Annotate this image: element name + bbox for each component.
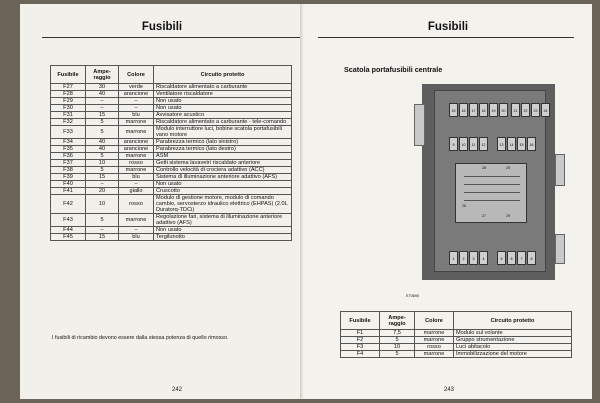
cell-circuit: Avvisatore acustico [154,112,292,119]
cell-fuse: F1 [341,330,380,337]
table-row [51,167,292,174]
cell-amp: 40 [86,146,119,153]
cell-fuse: F41 [51,188,86,195]
cell-amp: 40 [86,91,119,98]
cell-fuse: F36 [51,153,86,160]
fuse-slot: 6 [507,251,516,265]
fuse-box-diagram [422,84,555,280]
cell-color: rosso [119,160,154,167]
cell-amp: – [86,181,119,188]
cell-fuse: F35 [51,146,86,153]
cell-amp: 5 [86,153,119,160]
cell-amp: 15 [86,234,119,241]
table-row [51,181,292,188]
relay-label: 27 [482,214,486,218]
cell-circuit: Modulo di gestione motore, modulo di comando cambio, servosterzo idraulico elettrico (EHPAS) (2.0L Duratorq-TDCi) [154,195,292,214]
cell-color: – [119,227,154,234]
cell-color: giallo [119,188,154,195]
cell-fuse: F33 [51,126,86,139]
table-row [51,119,292,126]
cell-fuse: F39 [51,174,86,181]
cell-circuit: Tergilunotto [154,234,292,241]
cell-fuse: F29 [51,98,86,105]
col-color: Colore [119,66,154,84]
cell-color: blu [119,112,154,119]
relay-contact [464,184,520,185]
cell-color: marrone [119,214,154,227]
title-rule [42,37,304,38]
cell-circuit: Riscaldatore alimentato a carburante [154,84,292,91]
fuse-slot: 23 [531,103,540,117]
cell-amp: – [86,105,119,112]
relay-contact [464,176,520,177]
fuse-slot: 16 [527,137,536,151]
relay-contact [464,200,520,201]
fuse-slot: 9 [449,137,458,151]
cell-amp: 5 [86,119,119,126]
cell-color: arancione [119,139,154,146]
title-rule [318,37,574,38]
right-page-title: Fusibili [427,21,469,33]
cell-amp: 5 [380,351,415,358]
cell-color: – [119,181,154,188]
fuse-slot: 3 [469,251,478,265]
cell-amp: 15 [86,112,119,119]
cell-circuit: Immobilizzazione del motore [454,351,572,358]
cell-color: marrone [119,167,154,174]
cell-fuse: F3 [341,344,380,351]
table-row [341,330,572,337]
table-row [51,160,292,167]
cell-color: blu [119,234,154,241]
image-code: E70690 [406,294,420,298]
cell-color: marrone [415,351,454,358]
cell-circuit: Ventilatore riscaldatore [154,91,292,98]
table-row [341,344,572,351]
cell-circuit: Modulo interruttore luci, bobine scatola portafusibili vano motore [154,126,292,139]
footnote: I fusibili di ricambio devono essere dalla stessa potenza di quello rimosso. [52,335,229,341]
table-row [51,91,292,98]
mount-flange [414,104,425,146]
cell-amp: 20 [86,188,119,195]
table-row [51,214,292,227]
cell-color: verde [119,84,154,91]
fuse-table-left [50,65,292,241]
mount-flange [555,154,565,186]
table-row [341,337,572,344]
table-row [51,234,292,241]
col-circuit: Circuito protetto [454,312,572,330]
fuse-slot: 4 [479,251,488,265]
col-amp: Ampe- raggio [86,66,119,84]
cell-circuit: Controllo velocità di crociera adattivo (ACC) [154,167,292,174]
fuse-slot: 13 [497,137,506,151]
table-row [51,227,292,234]
fuse-slot: 22 [521,103,530,117]
cell-color: marrone [119,119,154,126]
fuse-slot: 15 [449,103,458,117]
col-color: Colore [415,312,454,330]
fuse-slot: 7 [517,251,526,265]
cell-fuse: F43 [51,214,86,227]
table-row [51,139,292,146]
cell-color: blu [119,174,154,181]
table-row [51,105,292,112]
cell-amp: 5 [86,214,119,227]
table-row [51,84,292,91]
cell-circuit: Getti sistema lavavetri riscaldato anteriore [154,160,292,167]
cell-fuse: F28 [51,91,86,98]
cell-amp: 5 [380,337,415,344]
cell-amp: 10 [86,195,119,214]
relay-label: 29 [506,214,510,218]
cell-fuse: F38 [51,167,86,174]
cell-circuit: Modulo sul volante [454,330,572,337]
fuse-slot: 18 [479,103,488,117]
cell-color: rosso [415,344,454,351]
fuse-slot: 11 [469,137,478,151]
relay-label: 25 [506,166,510,170]
cell-color: rosso [119,195,154,214]
fuse-slot: 8 [527,251,536,265]
left-page [20,4,304,399]
cell-circuit: ASM [154,153,292,160]
fuse-slot: 19 [489,103,498,117]
cell-circuit: Cruscotto [154,188,292,195]
cell-color: arancione [119,146,154,153]
cell-color: – [119,98,154,105]
cell-fuse: F31 [51,112,86,119]
fuse-slot: 14 [507,137,516,151]
cell-amp: 10 [86,160,119,167]
cell-amp: 7,5 [380,330,415,337]
fuse-box-body [434,90,546,272]
cell-circuit: Non usato [154,227,292,234]
cell-circuit: Sistema di illuminazione anteriore adattivo (AFS) [154,174,292,181]
cell-amp: – [86,227,119,234]
table-row [51,188,292,195]
cell-fuse: F34 [51,139,86,146]
table-row [51,126,292,139]
table-row [51,174,292,181]
table-row [341,351,572,358]
section-subtitle: Scatola portafusibili centrale [344,65,443,74]
col-amp: Ampe- raggio [380,312,415,330]
cell-amp: 5 [86,126,119,139]
table-row [51,98,292,105]
cell-amp: 15 [86,174,119,181]
cell-fuse: F37 [51,160,86,167]
cell-color: marrone [415,330,454,337]
fuse-table-right [340,311,572,358]
cell-fuse: F4 [341,351,380,358]
fuse-slot: 17 [469,103,478,117]
cell-amp: 40 [86,139,119,146]
table-row [51,195,292,214]
cell-circuit: Parabrezza termico (lato sinistro) [154,139,292,146]
page-number: 242 [172,387,183,393]
cell-fuse: F45 [51,234,86,241]
cell-circuit: Regolazione fari, sistema di illuminazione anteriore adattivo (AFS) [154,214,292,227]
cell-circuit: Non usato [154,98,292,105]
relay-label: 26 [462,204,466,208]
cell-circuit: Non usato [154,181,292,188]
cell-amp: 10 [380,344,415,351]
cell-color: – [119,105,154,112]
fuse-slot: 20 [499,103,508,117]
fuse-slot: 5 [497,251,506,265]
mount-flange [555,234,565,264]
cell-circuit: Riscaldatore alimentato a carburante - tele-comando [154,119,292,126]
cell-color: marrone [119,153,154,160]
cell-amp: – [86,98,119,105]
fuse-slot: 10 [459,137,468,151]
cell-fuse: F30 [51,105,86,112]
table-row [51,112,292,119]
cell-amp: 5 [86,167,119,174]
relay-label: 28 [482,166,486,170]
cell-fuse: F2 [341,337,380,344]
col-circuit: Circuito protetto [154,66,292,84]
fuse-slot: 15 [517,137,526,151]
cell-fuse: F27 [51,84,86,91]
cell-fuse: F42 [51,195,86,214]
cell-fuse: F44 [51,227,86,234]
relay-block [455,163,527,223]
col-fuse: Fusibile [341,312,380,330]
fuse-slot: 2 [459,251,468,265]
cell-color: marrone [119,126,154,139]
cell-color: arancione [119,91,154,98]
fuse-slot: 24 [541,103,550,117]
page-number: 243 [444,387,455,393]
fuse-slot: 1 [449,251,458,265]
fuse-slot: 21 [511,103,520,117]
cell-fuse: F32 [51,119,86,126]
cell-circuit: Luci abitacolo [454,344,572,351]
table-row [51,146,292,153]
cell-circuit: Parabrezza termico (lato destro) [154,146,292,153]
cell-circuit: Gruppo strumentazione [454,337,572,344]
cell-circuit: Non usato [154,105,292,112]
right-page [304,4,592,399]
left-page-title: Fusibili [141,21,183,33]
col-fuse: Fusibile [51,66,86,84]
fuse-slot: 16 [459,103,468,117]
cell-fuse: F40 [51,181,86,188]
table-row [51,153,292,160]
relay-contact [464,192,520,193]
fuse-slot: 12 [479,137,488,151]
cell-color: marrone [415,337,454,344]
cell-amp: 30 [86,84,119,91]
